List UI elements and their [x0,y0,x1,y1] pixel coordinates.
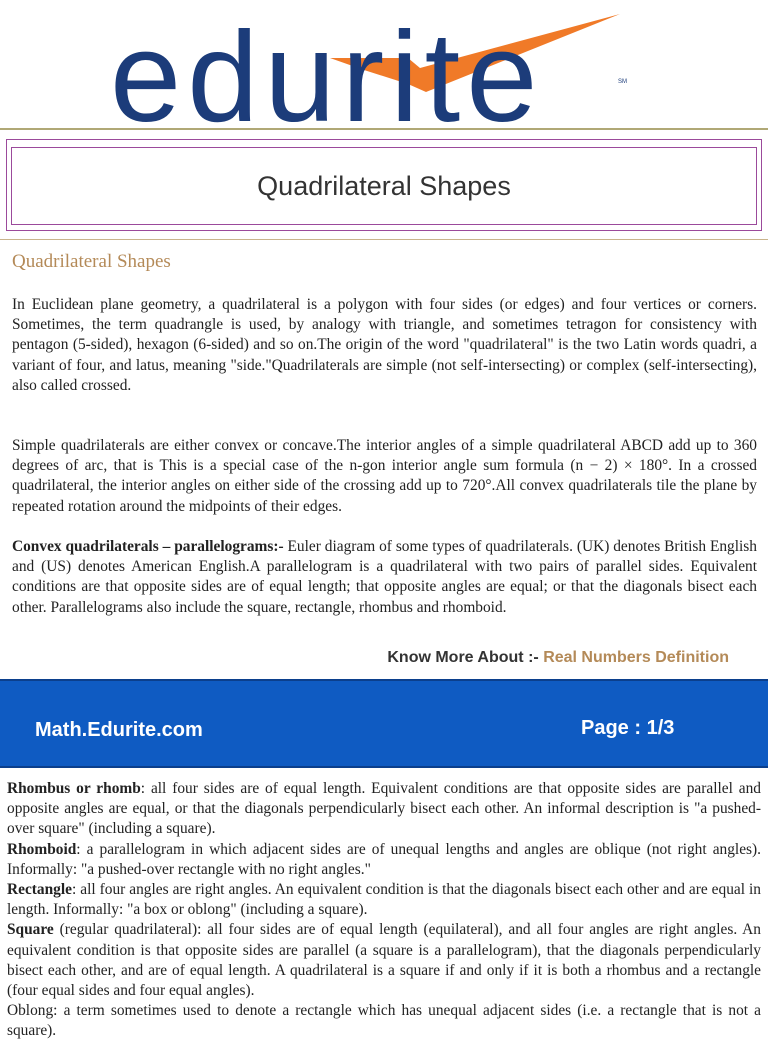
definition-text: (regular quadrilateral): all four sides are of equal length (equilateral), and all four angles are right angles. An equivalent condition is that opposite sides are parallel (a square is a parallelogram), that the diagonals perpendicularly bisect each other, and are of equal length. A quadrilateral is a square if and only if it is both a rhombus and a rectangle (four equal sides and four equal angles). [7,921,761,1000]
definition-text: : a parallelogram in which adjacent sides are of unequal lengths and angles are oblique (not right angles). Informally: "a pushed-over rectangle with no right angles." [7,840,761,878]
know-more [387,649,729,667]
definition-term: Rectangle [7,881,72,899]
logo-wordmark: edurite [110,6,544,149]
parallelograms-heading: Convex quadrilaterals – parallelograms:- [12,538,284,555]
definition-item [7,880,761,920]
title-divider [0,239,768,240]
know-more-label: Know More About :- [387,649,544,666]
header-divider [0,128,768,130]
page-title: Quadrilateral Shapes [257,170,511,201]
definition-term: Square [7,921,54,939]
definition-item [7,920,761,1001]
paragraph-parallelograms [12,537,757,618]
definition-term: Rhombus or rhomb [7,780,141,797]
definition-item [7,779,761,840]
definition-text: : all four sides are of equal length. Equivalent conditions are that opposite sides are parallel and opposite angles are equal, or that the diagonals perpendicularly bisect each other. An informal description is "a pushed-over square" (including a square). [7,780,761,838]
section-heading: Quadrilateral Shapes [12,251,171,272]
definition-term: Rhomboid [7,840,77,858]
paragraph-simple-quadrilaterals: Simple quadrilaterals are either convex or concave.The interior angles of a simple quadrilateral ABCD add up to 360 degrees of arc, that is This is a special case of the n-gon interior angle sum formula (n − 2) × 180°. In a crossed quadrilateral, the interior angles on either side of the crossing add up to 720°.All convex quadrilaterals tile the plane by repeated rotation around the midpoints of their edges. [12,437,757,515]
real-numbers-definition-link[interactable]: Real Numbers Definition [543,649,729,666]
definition-item [7,1001,761,1041]
title-box [6,139,762,231]
paragraph-intro: In Euclidean plane geometry, a quadrilateral is a polygon with four sides (or edges) and four vertices or corners. Sometimes, the term quadrangle is used, by analogy with triangle, and sometimes tetragon for consistency with pentagon (5-sided), hexagon (6-sided) and so on.The origin of the word "quadrilateral" is the two Latin words quadri, a variant of four, and latus, meaning "side."Quadrilaterals are simple (not self-intersecting) or complex (self-intersecting), also called crossed. [12,296,757,394]
parallelograms-text: Euler diagram of some types of quadrilaterals. (UK) denotes British English and (US) denotes American English.A parallelogram is a quadrilateral with two pairs of parallel sides. Equivalent conditions are that opposite sides are of equal length; that opposite angles are equal; or that the diagonals bisect each other. Parallelograms also include the square, rectangle, rhombus and rhomboid. [12,538,757,616]
definition-text: Oblong: a term sometimes used to denote a rectangle which has unequal adjacent sides (i.e. a rectangle that is not a square). [7,1002,761,1040]
definition-text: : all four angles are right angles. An equivalent condition is that the diagonals bisect each other and are equal in length. Informally: "a box or oblong" (including a square). [7,881,761,919]
definition-item [7,840,761,880]
edurite-logo [108,6,648,149]
footer-site-name: Math.Edurite.com [35,719,203,741]
logo-service-mark: SM [618,79,627,85]
footer-band [0,679,768,768]
title-box-inner [11,147,757,225]
definitions-list [7,779,761,1042]
page-number: Page : 1/3 [581,717,675,739]
